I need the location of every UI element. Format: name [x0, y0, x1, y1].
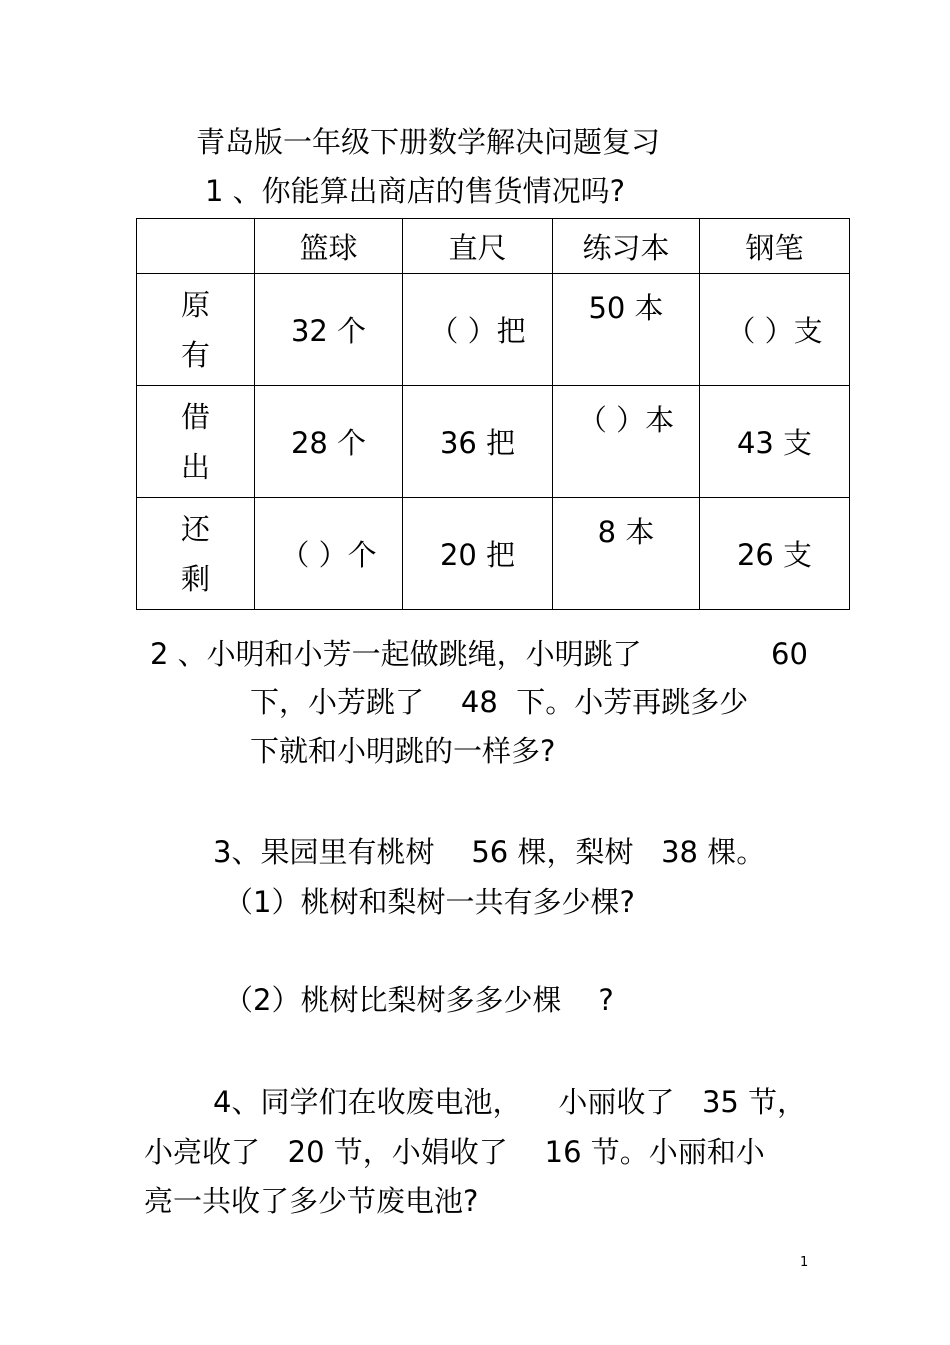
question-3: 3、果园里有桃树 56 棵，梨树 38 棵。 — [213, 835, 766, 869]
table-cell: 26 支 — [700, 498, 850, 610]
table-cell: 20 把 — [403, 498, 553, 610]
question-4-line-3: 亮一共收了多少节废电池? — [144, 1184, 479, 1218]
table-cell: 36 把 — [403, 386, 553, 498]
table-row — [137, 498, 850, 610]
table-cell: 8 本 — [553, 498, 700, 610]
table-row — [137, 386, 850, 498]
question-2-number: 60 — [771, 637, 808, 671]
row-label — [137, 274, 255, 386]
table-cell: （ ）个 — [255, 498, 403, 610]
question-2-line-3: 下就和小明跳的一样多? — [250, 734, 556, 768]
header-cell: 练习本 — [553, 219, 700, 274]
row-label-char: 原 — [180, 287, 210, 322]
table-cell: 50 本 — [553, 274, 700, 386]
question-3-sub-2: （2）桃树比梨树多多少棵 ? — [224, 983, 614, 1017]
table-cell: 43 支 — [700, 386, 850, 498]
row-label-char: 剩 — [180, 561, 210, 596]
row-label — [137, 386, 255, 498]
sales-table — [136, 218, 850, 610]
page-title: 青岛版一年级下册数学解决问题复习 — [196, 125, 661, 159]
table-row — [137, 274, 850, 386]
row-label-char: 借 — [180, 399, 210, 434]
row-label — [137, 498, 255, 610]
row-label-char: 还 — [180, 511, 210, 546]
table-cell: （ ）本 — [553, 386, 700, 498]
table-cell: （ ）支 — [700, 274, 850, 386]
row-label-char: 出 — [180, 449, 210, 484]
header-cell — [137, 219, 255, 274]
page-number: 1 — [800, 1255, 809, 1270]
header-cell: 钢笔 — [700, 219, 850, 274]
question-3-sub-1: （1）桃树和梨树一共有多少棵? — [224, 885, 635, 919]
question-4-line-2: 小亮收了 20 节，小娟收了 16 节。小丽和小 — [144, 1135, 765, 1169]
row-label-char: 有 — [180, 337, 210, 372]
table-cell: （ ）把 — [403, 274, 553, 386]
question-4-line-1: 4、同学们在收废电池， 小丽收了 35 节， — [213, 1085, 807, 1119]
table-header-row — [137, 219, 850, 274]
question-2-line-1: 2 、小明和小芳一起做跳绳，小明跳了 — [150, 637, 642, 671]
question-2-line-2: 下，小芳跳了 48 下。小芳再跳多少 — [250, 685, 749, 719]
table-cell: 32 个 — [255, 274, 403, 386]
header-cell: 篮球 — [255, 219, 403, 274]
question-1: 1 、你能算出商店的售货情况吗? — [205, 174, 626, 208]
header-cell: 直尺 — [403, 219, 553, 274]
table-cell: 28 个 — [255, 386, 403, 498]
